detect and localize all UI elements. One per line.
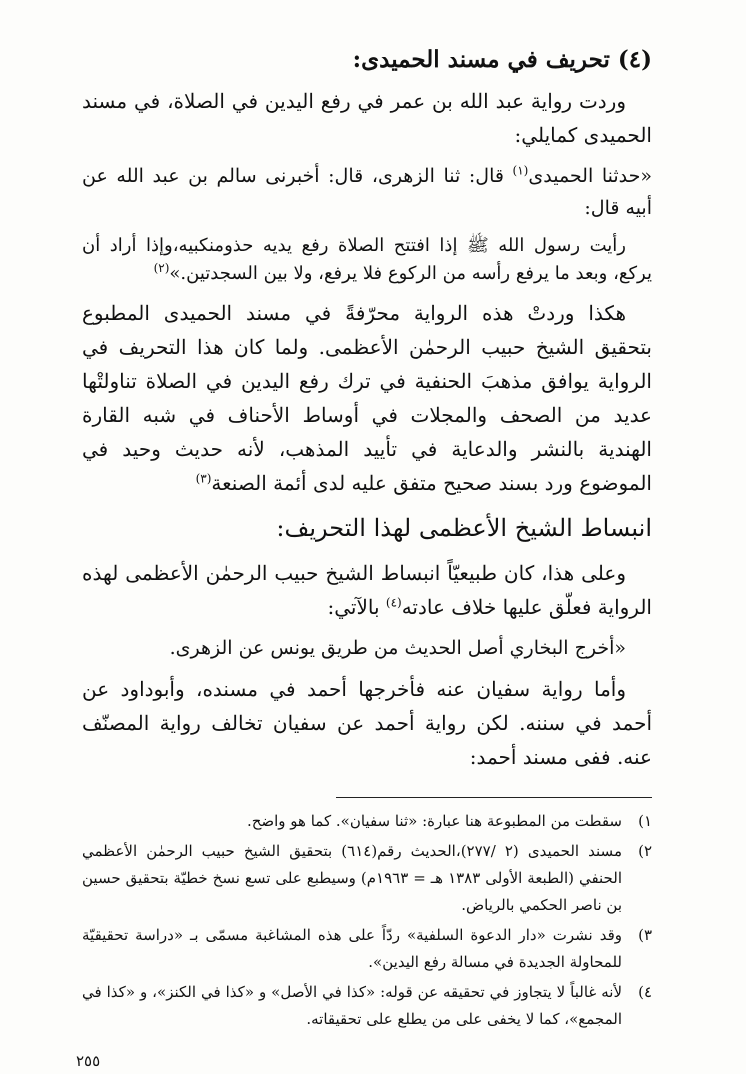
paragraph-annotation — [82, 556, 652, 624]
footnote-text: لأنه غالباً لا يتجاوز في تحقيقه عن قوله: «كذا في الأصل» و «كذا في الكنز»، و «كذا في المجمع»، كما لا يخفى على من يطلع على تحقيقاته. — [82, 983, 622, 1028]
footnote-ref-4: (٤) — [385, 595, 402, 610]
paragraph-annotation-body: وعلى هذا، كان طبيعيّاً انبساط الشيخ حبيب الرحمٰن الأعظمى لهذه الرواية فعلّق عليها خلاف عادته — [82, 561, 652, 619]
paragraph-ahmad: وأما رواية سفيان عنه فأخرجها أحمد في مسنده، وأبوداود عن أحمد في سننه. لكن رواية أحمد عن سفيان تخالف رواية المصنّف عنه. ففى مسند أحمد: — [82, 677, 652, 769]
page-number: ٢٥٥ — [76, 1052, 101, 1070]
footnote-ref-3: (٣) — [195, 471, 212, 486]
quote-bukhari: «أخرج البخاري أصل الحديث من طريق يونس عن الزهرى. — [169, 637, 626, 659]
footnote-3 — [82, 922, 652, 976]
footnote-divider — [336, 797, 652, 798]
footnote-ref-1: (١) — [512, 163, 529, 178]
hadith-text — [82, 232, 652, 288]
body-text — [82, 40, 652, 782]
footnote-text: مسند الحميدى (٢ /٢٧٧)،الحديث رقم(٦١٤) بتحقيق الشيخ حبيب الرحمٰن الأعظمي الحنفي (الطبعة الأولى ١٣٨٣ هـ = ١٩٦٣م) وسيطبع على تسع نسخ خطيّة بتحقيق حسين بن ناصر الحكمي بالرياض. — [82, 842, 622, 914]
footnote-ref-2: (٢) — [153, 261, 170, 275]
paragraph-discussion-body: هكذا وردتْ هذه الرواية محرّفةً في مسند الحميدى المطبوع بتحقيق الشيخ حبيب الرحمٰن الأعظمى. ولما كان هذا التحريف في الرواية يوافق مذهبَ الحنفية في ترك رفع اليدين في الصلاة تناولتْها عديد من الصحف والمجلات في أوساط الأحناف في شبه القارة الهندية بالنشر والدعاية في تأييد المذهب، لأنه حديث وحيد في الموضوع ورد بسند صحيح متفق عليه لدى أئمة الصنعة — [82, 301, 652, 495]
paragraph-annotation-rest: بالآتي: — [327, 595, 386, 619]
footnote-number: ٣) — [638, 926, 652, 944]
footnote-2 — [82, 838, 652, 919]
footnote-number: ١) — [638, 812, 652, 830]
footnote-text: وقد نشرت «دار الدعوة السلفية» ردّاً على هذه المشاغبة مسمّى بـ «دراسة تحقيقيّة للمحاولة الجديدة في مسالة رفع اليدين». — [82, 926, 622, 971]
quote-hadith-chain-rest: قال: ثنا الزهرى، قال: أخبرنى سالم بن عبد الله عن أبيه قال: — [82, 165, 652, 219]
hadith-text-body: رأيت رسول الله ﷺ إذا افتتح الصلاة رفع يديه حذومنكبيه،وإذا أراد أن يركع، وبعد ما يرفع رأسه من الركوع فلا يرفع، ولا بين السجدتين.» — [82, 235, 652, 284]
footnote-4 — [82, 979, 652, 1033]
subheading: انبساط الشيخ الأعظمى لهذا التحريف: — [276, 514, 652, 542]
quote-hadith-chain — [82, 160, 652, 224]
footnote-number: ٢) — [638, 842, 652, 860]
paragraph-intro: وردت رواية عبد الله بن عمر في رفع اليدين في الصلاة، في مسند الحميدى كمايلي: — [82, 89, 652, 147]
footnote-text: سقطت من المطبوعة هنا عبارة: «ثنا سفيان». كما هو واضح. — [246, 812, 622, 830]
footnotes — [82, 808, 652, 1036]
quote-hadith-chain-start: «حدثنا الحميدى — [528, 165, 652, 187]
section-heading: (٤) تحريف في مسند الحميدى: — [352, 46, 652, 73]
footnote-1 — [82, 808, 652, 835]
footnote-number: ٤) — [638, 983, 652, 1001]
paragraph-discussion — [82, 296, 652, 500]
